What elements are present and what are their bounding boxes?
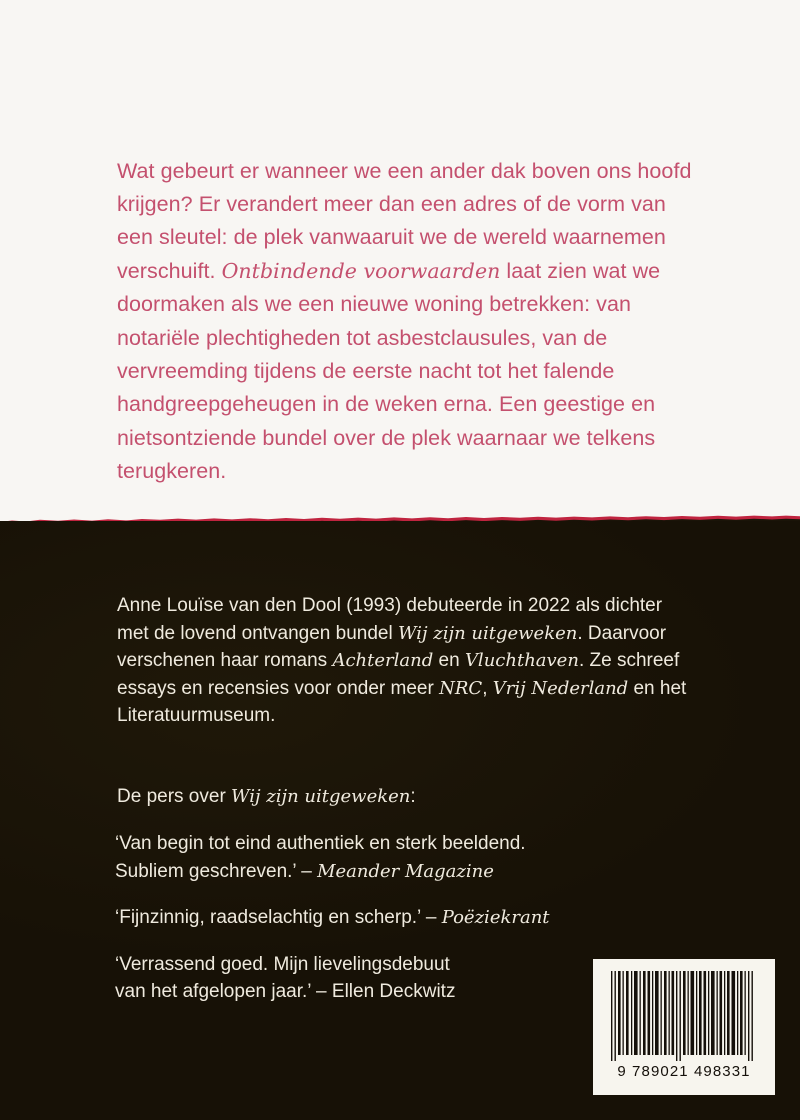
author-info-panel <box>0 521 800 1120</box>
bio-seg1: Anne Louïse van den Dool (1993) debuteerde in 2022 als dichter met de lovend ontvangen bundel <box>117 595 663 644</box>
quote-line-2: van het afgelopen jaar.’ – <box>115 981 332 1003</box>
bio-title-achterland: Achterland <box>332 650 434 672</box>
bio-seg4: . Ze schreef essays en recensies voor onder meer <box>117 650 680 699</box>
press-quote <box>115 904 635 932</box>
blurb-book-title: Ontbindende voorwaarden <box>221 258 501 283</box>
press-intro-book-title: Wij zijn uitgeweken <box>231 786 411 807</box>
press-intro-prefix: De pers over <box>117 786 232 807</box>
quote-line-1: ‘Verrassend goed. Mijn lievelingsdebuut <box>115 953 450 975</box>
press-quote <box>115 951 635 1006</box>
quote-source: Meander Magazine <box>317 860 494 882</box>
isbn-number: 9 789021 498331 <box>617 1063 751 1080</box>
blurb-text-part1: Wat gebeurt er wanneer we een ander dak boven ons hoofd krijgen? Er verandert meer dan een adres of de vorm van een sleutel: de plek vanwaaruit we de wereld waarnemen verschuift. <box>117 158 692 283</box>
bio-title-nrc: NRC <box>439 677 483 699</box>
press-section-heading <box>117 783 697 811</box>
bio-title-wij-zijn-uitgeweken: Wij zijn uitgeweken <box>398 622 578 644</box>
author-biography <box>117 592 697 730</box>
isbn-barcode <box>593 959 775 1095</box>
quote-source: Poëziekrant <box>441 907 550 929</box>
bio-title-vrij-nederland: Vrij Nederland <box>492 677 629 699</box>
bio-title-vluchthaven: Vluchthaven <box>464 650 579 672</box>
quote-line-2: Subliem geschreven.’ – <box>115 860 318 882</box>
bio-seg5: , <box>482 677 493 699</box>
barcode-bars-icon <box>609 971 759 1061</box>
bio-seg6: en het Literatuurmuseum. <box>117 677 687 727</box>
bio-seg2: . Daarvoor verschenen haar romans <box>117 622 667 672</box>
press-quotes-list <box>115 811 635 1006</box>
quote-source: Ellen Deckwitz <box>331 981 456 1003</box>
press-intro-suffix: : <box>410 786 416 807</box>
blurb-panel <box>0 0 800 522</box>
bio-seg3: en <box>433 650 465 672</box>
press-quote <box>115 830 635 885</box>
blurb-text-part2: laat zien wat we doormaken als we een nieuwe woning betrekken: van notariële plechtigheden tot asbestclausules, van de vervreemding tijdens de eerste nacht tot het falende handgreepgeheugen in de weken erna. Een geestige en nietsontziende bundel over de plek waarnaar we telkens terugkeren. <box>117 258 661 484</box>
quote-line-1: ‘Van begin tot eind authentiek en sterk beeldend. <box>115 833 526 854</box>
blurb-paragraph <box>117 155 697 489</box>
quote-line-1: ‘Fijnzinnig, raadselachtig en scherp.’ – <box>115 907 442 929</box>
